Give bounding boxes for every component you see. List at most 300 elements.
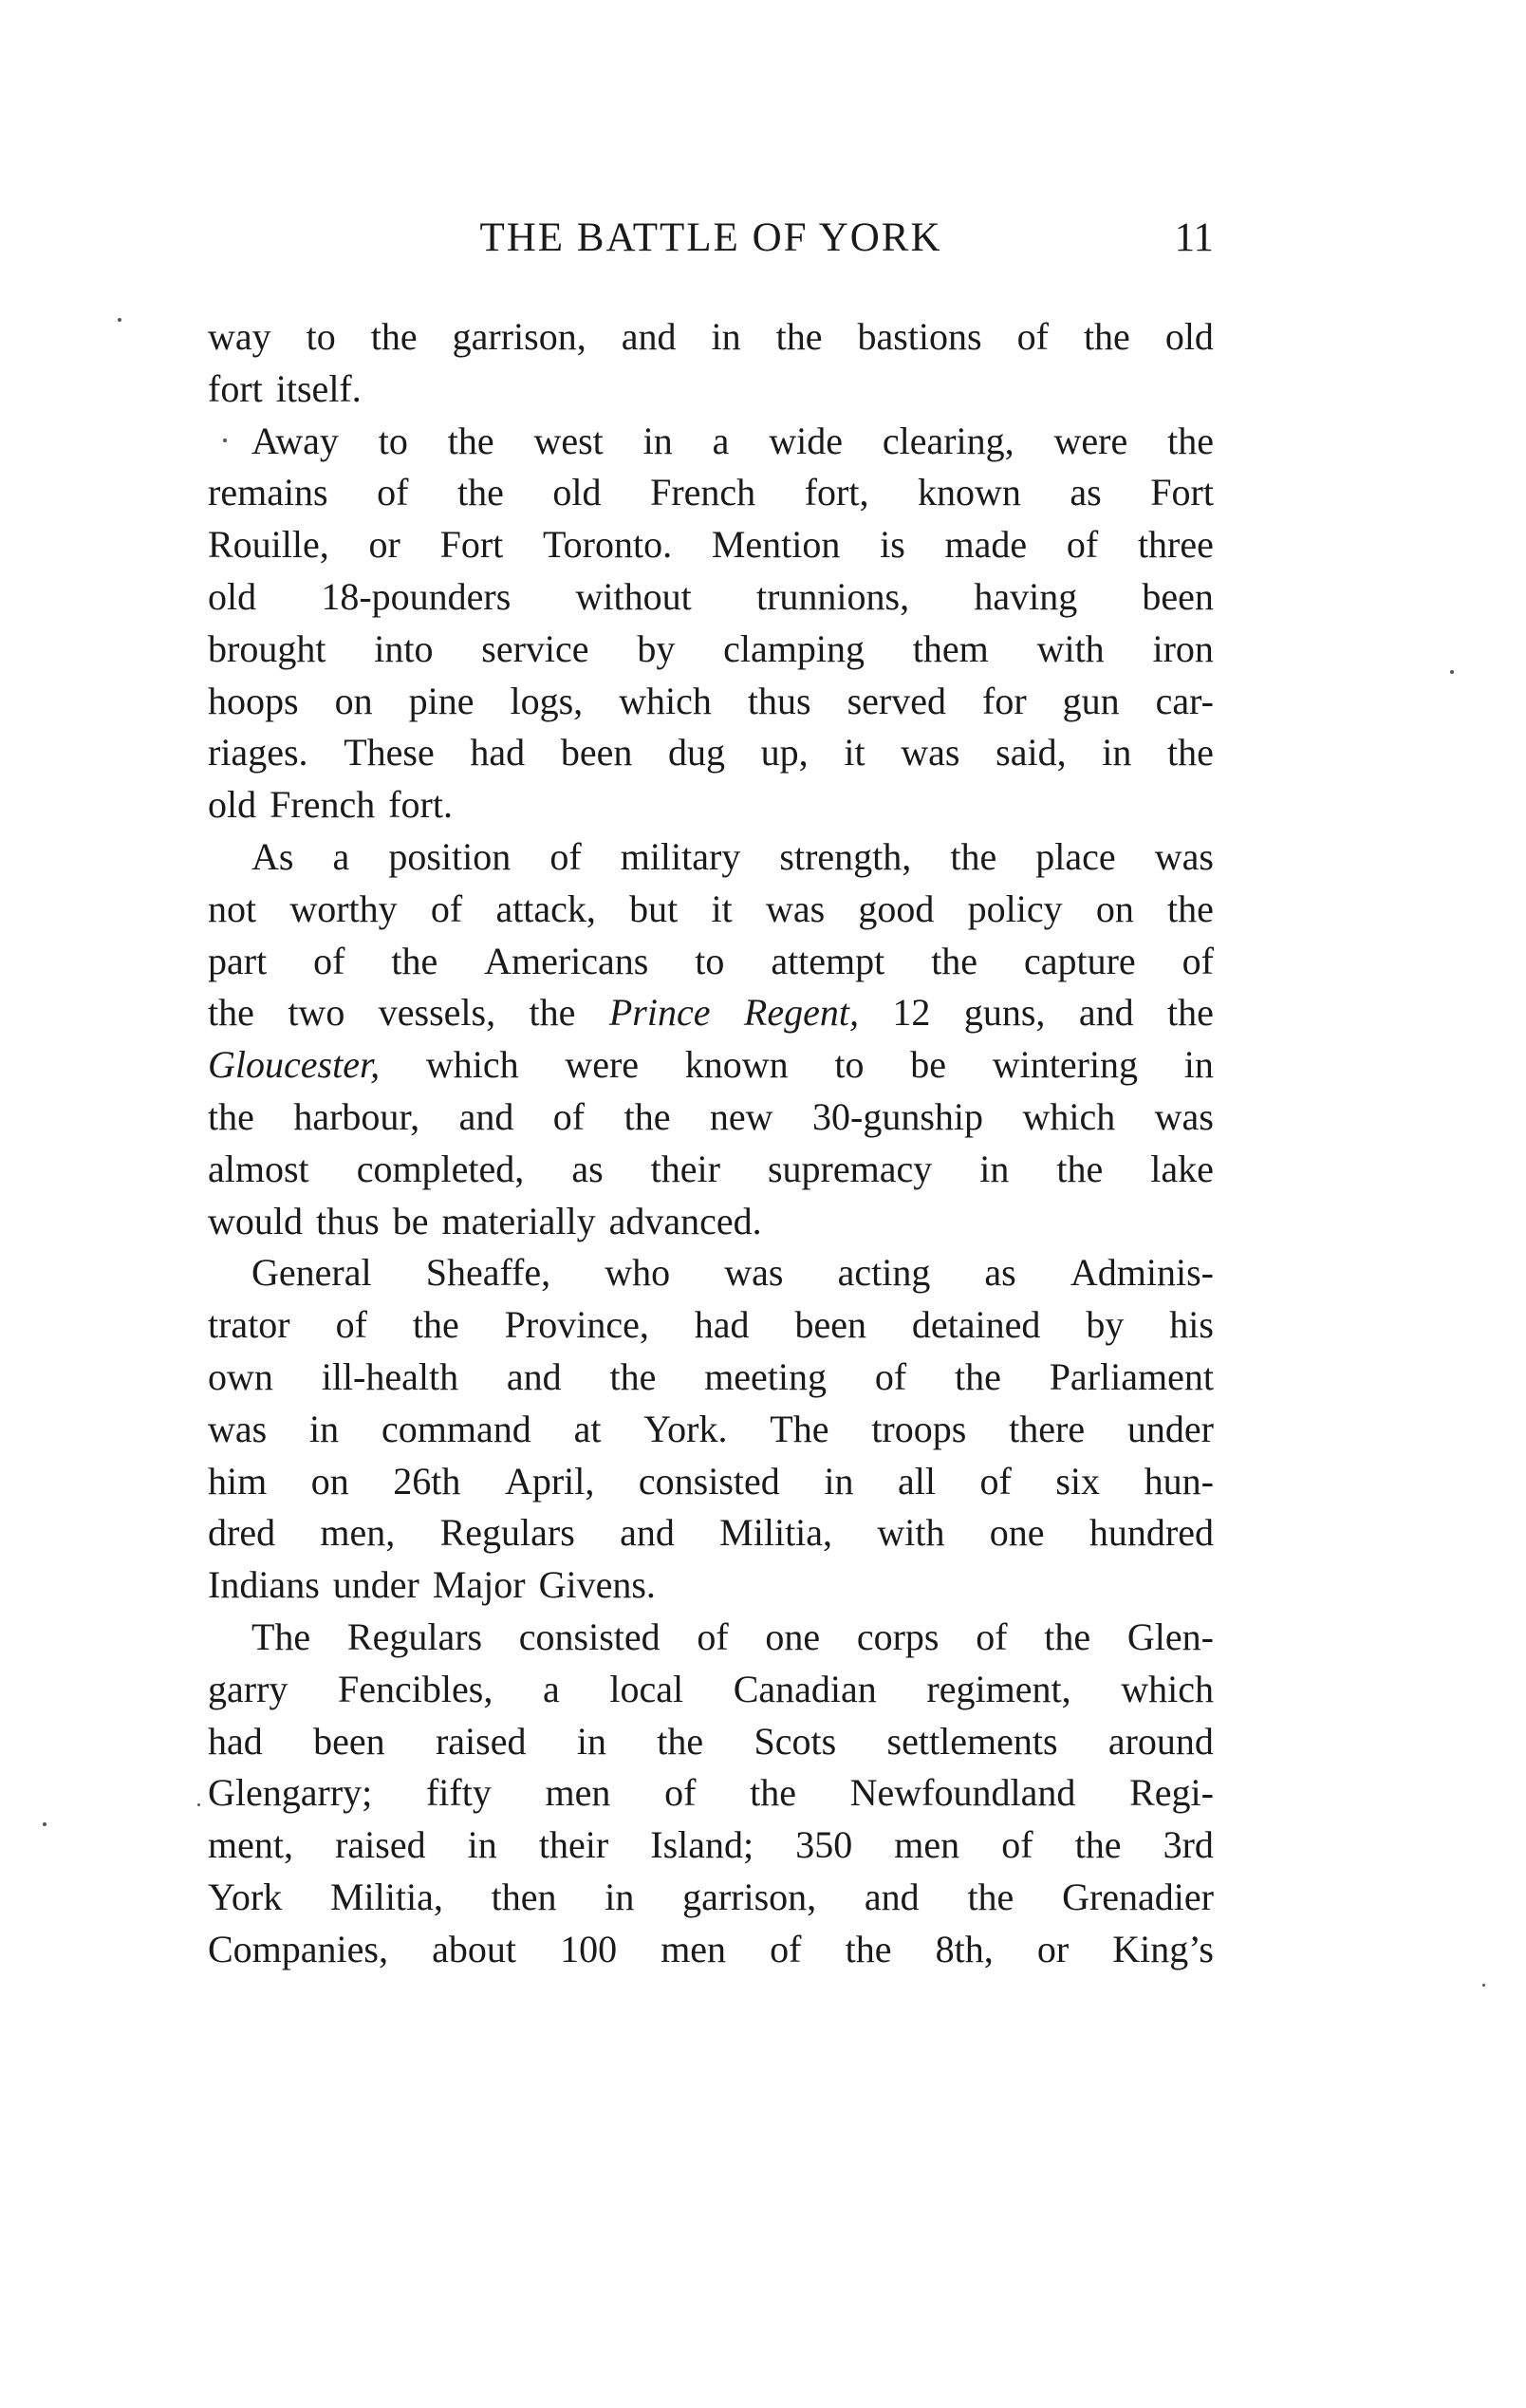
word: thus [316, 1199, 380, 1242]
word: was [765, 887, 826, 930]
word: west [533, 419, 604, 462]
word: 12 [892, 991, 931, 1035]
text-line [208, 364, 1214, 416]
word: made [944, 523, 1028, 567]
word: attack, [495, 887, 596, 930]
running-head [208, 215, 1214, 271]
word: the [950, 834, 997, 878]
word: supremacy [767, 1147, 933, 1190]
word: the [1056, 1147, 1104, 1190]
word: as [571, 1147, 604, 1190]
word: 3rd [1163, 1823, 1214, 1867]
text-line [208, 1612, 1214, 1664]
word: was [901, 731, 960, 775]
word: not [208, 887, 257, 930]
word: to [378, 419, 408, 462]
word: in [309, 1407, 340, 1450]
word: Newfoundland [849, 1771, 1076, 1815]
word: the [955, 1354, 1001, 1398]
word: a [712, 419, 730, 462]
word: Adminis- [1070, 1251, 1214, 1295]
word: riages. [208, 731, 308, 775]
word: the [1074, 1823, 1122, 1867]
word: good [858, 887, 935, 930]
word: remains [208, 471, 328, 514]
scan-speck [43, 1822, 47, 1826]
word: Major [432, 1563, 526, 1607]
word: Province, [504, 1303, 649, 1347]
word: for [982, 679, 1027, 722]
text-line [208, 624, 1214, 676]
word: advanced. [608, 1199, 762, 1242]
text-line [208, 727, 1214, 779]
word: itself. [275, 366, 362, 410]
word: the [1167, 991, 1214, 1035]
word: in [1102, 731, 1132, 775]
word: by [1086, 1303, 1125, 1347]
word: consisted [518, 1615, 661, 1658]
word: been [1142, 574, 1214, 618]
scan-speck [223, 439, 227, 442]
word: Grenadier [1062, 1875, 1214, 1918]
text-line [208, 1767, 1214, 1820]
text-line [208, 467, 1214, 519]
word: almost [208, 1147, 309, 1190]
word: three [1137, 523, 1214, 567]
word: up, [760, 731, 809, 775]
word: detained [911, 1303, 1041, 1347]
word: them [912, 626, 989, 670]
word: acting [837, 1251, 931, 1295]
word: been [313, 1719, 385, 1763]
word: ment, [208, 1823, 293, 1867]
word: hun- [1144, 1459, 1214, 1503]
word: French [270, 783, 376, 827]
word: As [251, 834, 294, 878]
text-line [208, 779, 1214, 831]
word: old [552, 471, 602, 514]
word: the [208, 991, 254, 1035]
word: capture [1023, 939, 1136, 982]
word: command [382, 1407, 531, 1450]
word: of [549, 834, 582, 878]
scan-speck [1482, 1984, 1485, 1987]
word: garrison, [682, 1875, 817, 1918]
text-line [208, 311, 1214, 364]
word: and [621, 315, 677, 358]
word: who [605, 1251, 671, 1295]
word: The [251, 1615, 311, 1658]
word: service [481, 626, 589, 670]
word: old [208, 783, 257, 827]
word: the [1167, 419, 1214, 462]
word: Parliament [1049, 1354, 1214, 1398]
word: Indians [208, 1563, 320, 1607]
word: men [894, 1823, 960, 1867]
word: be [392, 1199, 429, 1242]
word: harbour, [293, 1094, 420, 1138]
word: of [979, 1459, 1012, 1503]
word: fifty [425, 1771, 492, 1815]
word: lake [1150, 1147, 1214, 1190]
word: or [1036, 1927, 1070, 1970]
word: 18-pounders [321, 574, 512, 618]
word: which [1022, 1094, 1116, 1138]
word: under [332, 1563, 419, 1607]
word: the [529, 991, 576, 1035]
word: the [1083, 315, 1130, 358]
word: in [824, 1459, 854, 1503]
word: Prince [608, 991, 711, 1035]
word: the [623, 1094, 671, 1138]
word: attempt [771, 939, 885, 982]
text-line [208, 831, 1214, 884]
word: the [1044, 1615, 1091, 1658]
word: thus [747, 679, 811, 722]
word: then [491, 1875, 557, 1918]
word: at [573, 1407, 602, 1450]
text-line [208, 676, 1214, 728]
word: in [711, 315, 741, 358]
word: of [1066, 523, 1099, 567]
word: fort, [804, 471, 869, 514]
word: was [724, 1251, 784, 1295]
word: had [694, 1303, 750, 1347]
text-line [208, 1820, 1214, 1872]
text-line [208, 1872, 1214, 1924]
word: clamping [723, 626, 865, 670]
word: or [368, 523, 400, 567]
word: there [1009, 1407, 1086, 1450]
word: into [374, 626, 434, 670]
word: way [208, 315, 271, 358]
word: with [1036, 626, 1105, 670]
text-line [208, 1092, 1214, 1144]
word: military [620, 834, 741, 878]
word: local [609, 1667, 684, 1710]
word: the [412, 1303, 459, 1347]
word: of [874, 1354, 907, 1398]
word: guns, [963, 991, 1046, 1035]
word: iron [1152, 626, 1214, 670]
word: the [931, 939, 978, 982]
word: York. [643, 1407, 728, 1450]
word: six [1055, 1459, 1101, 1503]
word: of [976, 1615, 1008, 1658]
word: of [697, 1615, 729, 1658]
word: the [447, 419, 494, 462]
word: General [251, 1251, 372, 1295]
page-number: 11 [1174, 215, 1214, 260]
scan-speck [1450, 670, 1454, 674]
text-line [208, 1039, 1214, 1092]
word: of [664, 1771, 697, 1815]
word: which [619, 679, 712, 722]
word: Regulars [346, 1615, 483, 1658]
word: in [605, 1875, 635, 1918]
word: Toronto. [543, 523, 673, 567]
word: of [1182, 939, 1214, 982]
word: in [979, 1147, 1010, 1190]
word: Sheaffe, [425, 1251, 551, 1295]
word: Militia, [329, 1875, 443, 1918]
text-line [208, 1196, 1214, 1248]
word: one [989, 1511, 1045, 1555]
word: it [711, 887, 733, 930]
word: brought [208, 626, 326, 670]
word: which [425, 1043, 519, 1087]
word: Scots [754, 1719, 837, 1763]
word: had [208, 1719, 263, 1763]
word: Givens. [538, 1563, 656, 1607]
word: was [1154, 1094, 1214, 1138]
word: without [575, 574, 692, 618]
word: a [332, 834, 350, 878]
word: were [1053, 419, 1128, 462]
word: the [967, 1875, 1014, 1918]
word: Rouille, [208, 523, 329, 567]
running-title: THE BATTLE OF YORK [479, 215, 942, 260]
word: and [620, 1511, 675, 1555]
word: King’s [1112, 1927, 1214, 1970]
word: wintering [992, 1043, 1139, 1087]
word: was [208, 1407, 268, 1450]
word: ill-health [321, 1354, 459, 1398]
word: as [984, 1251, 1016, 1295]
word: of [1001, 1823, 1033, 1867]
word: would [208, 1199, 303, 1242]
word: part [208, 939, 268, 982]
word: and [1078, 991, 1134, 1035]
word: pine [408, 679, 475, 722]
word: own [208, 1354, 273, 1398]
word: men, [320, 1511, 396, 1555]
word: Glengarry; [208, 1771, 373, 1815]
word: and [864, 1875, 920, 1918]
word: two [288, 991, 345, 1035]
word: the [1167, 887, 1214, 930]
word: which [1121, 1667, 1214, 1710]
word: Regi- [1129, 1771, 1214, 1815]
word: worthy [289, 887, 398, 930]
text-line [208, 1924, 1214, 1976]
word: York [208, 1875, 283, 1918]
word: garry [208, 1667, 288, 1710]
word: of [1016, 315, 1049, 358]
word: old [208, 574, 257, 618]
word: These [344, 731, 435, 775]
word: and [506, 1354, 562, 1398]
word: but [629, 887, 679, 930]
word: Fort [1150, 471, 1214, 514]
word: in [576, 1719, 606, 1763]
text-line [208, 1716, 1214, 1768]
word: a [542, 1667, 560, 1710]
word: trunnions, [755, 574, 910, 618]
word: Companies, [208, 1927, 388, 1970]
word: raised [435, 1719, 527, 1763]
text-line [208, 1299, 1214, 1352]
word: been [794, 1303, 866, 1347]
word: the [208, 1094, 254, 1138]
word: regiment, [926, 1667, 1071, 1710]
word: fort. [388, 783, 453, 827]
text-line [208, 519, 1214, 571]
word: him [208, 1459, 268, 1503]
word: of [335, 1303, 367, 1347]
word: 30-gunship [812, 1094, 983, 1138]
text-line [208, 1247, 1214, 1299]
word: were [565, 1043, 640, 1087]
text-line [208, 1559, 1214, 1612]
word: as [1070, 471, 1102, 514]
word: dred [208, 1511, 276, 1555]
text-line [208, 1507, 1214, 1559]
word: Militia, [719, 1511, 833, 1555]
body-text [208, 311, 1214, 1976]
word: of [430, 887, 463, 930]
word: of [552, 1094, 586, 1138]
word: their [538, 1823, 609, 1867]
word: said, [996, 731, 1067, 775]
word: garrison, [452, 315, 586, 358]
word: raised [335, 1823, 426, 1867]
word: men [545, 1771, 611, 1815]
word: Island; [650, 1823, 754, 1867]
word: the [609, 1354, 657, 1398]
text-line [208, 1664, 1214, 1716]
word: known [684, 1043, 789, 1087]
word: is [880, 523, 905, 567]
word: on [310, 1459, 349, 1503]
word: all [897, 1459, 936, 1503]
text-line [208, 416, 1214, 468]
word: the [845, 1927, 892, 1970]
text-line [208, 571, 1214, 624]
word: Regent, [743, 991, 859, 1035]
word: to [306, 315, 336, 358]
word: The [770, 1407, 829, 1450]
word: hundred [1089, 1511, 1214, 1555]
word: the [750, 1771, 796, 1815]
word: it [844, 731, 865, 775]
word: car- [1155, 679, 1214, 722]
word: French [650, 471, 756, 514]
word: 8th, [935, 1927, 994, 1970]
word: in [1183, 1043, 1214, 1087]
word: of [770, 1927, 802, 1970]
word: Fencibles, [338, 1667, 493, 1710]
word: settlements [886, 1719, 1058, 1763]
word: about [432, 1927, 516, 1970]
word: Canadian [733, 1667, 877, 1710]
word: his [1169, 1303, 1214, 1347]
word: known [917, 471, 1021, 514]
word: consisted [638, 1459, 780, 1503]
word: and [458, 1094, 514, 1138]
word: bastions [857, 315, 982, 358]
text-line [208, 987, 1214, 1039]
word: served [847, 679, 946, 722]
word: position [388, 834, 512, 878]
word: completed, [356, 1147, 525, 1190]
word: clearing, [882, 419, 1014, 462]
word: 350 [795, 1823, 853, 1867]
word: on [1095, 887, 1134, 930]
word: Regulars [439, 1511, 575, 1555]
text-line [208, 1456, 1214, 1508]
word: 100 [560, 1927, 618, 1970]
word: logs, [510, 679, 584, 722]
word: wide [769, 419, 843, 462]
word: old [1164, 315, 1214, 358]
text-line [208, 1144, 1214, 1196]
word: Mention [711, 523, 841, 567]
word: of [313, 939, 345, 982]
word: the [775, 315, 823, 358]
word: vessels, [378, 991, 496, 1035]
word: April, [504, 1459, 595, 1503]
word: by [637, 626, 676, 670]
scan-speck [197, 1803, 200, 1806]
word: the [1167, 731, 1214, 775]
text-line [208, 1352, 1214, 1404]
word: the [457, 471, 504, 514]
word: Americans [484, 939, 649, 982]
word: on [334, 679, 373, 722]
word: policy [967, 887, 1063, 930]
text-line [208, 1404, 1214, 1456]
text-line [208, 884, 1214, 936]
word: troops [871, 1407, 967, 1450]
word: their [650, 1147, 720, 1190]
word: to [834, 1043, 865, 1087]
word: under [1126, 1407, 1214, 1450]
word: had [470, 731, 526, 775]
word: meeting [704, 1354, 828, 1398]
word: one [765, 1615, 821, 1658]
word: dug [668, 731, 725, 775]
word: having [974, 574, 1078, 618]
word: men [661, 1927, 727, 1970]
word: hoops [208, 679, 299, 722]
word: was [1154, 834, 1214, 878]
word: in [467, 1823, 497, 1867]
word: Glen- [1126, 1615, 1214, 1658]
word: Gloucester, [208, 1043, 381, 1087]
word: in [642, 419, 673, 462]
word: be [910, 1043, 947, 1087]
word: gun [1062, 679, 1120, 722]
word: 26th [393, 1459, 461, 1503]
word: of [377, 471, 409, 514]
word: strength, [779, 834, 912, 878]
word: Fort [439, 523, 504, 567]
word: Away [251, 419, 339, 462]
word: with [877, 1511, 945, 1555]
word: around [1107, 1719, 1214, 1763]
word: the [370, 315, 418, 358]
word: the [391, 939, 438, 982]
word: been [560, 731, 633, 775]
word: fort [208, 366, 263, 410]
word: new [709, 1094, 773, 1138]
scan-speck [118, 318, 121, 322]
word: to [695, 939, 725, 982]
word: trator [208, 1303, 290, 1347]
word: corps [856, 1615, 940, 1658]
word: place [1035, 834, 1116, 878]
